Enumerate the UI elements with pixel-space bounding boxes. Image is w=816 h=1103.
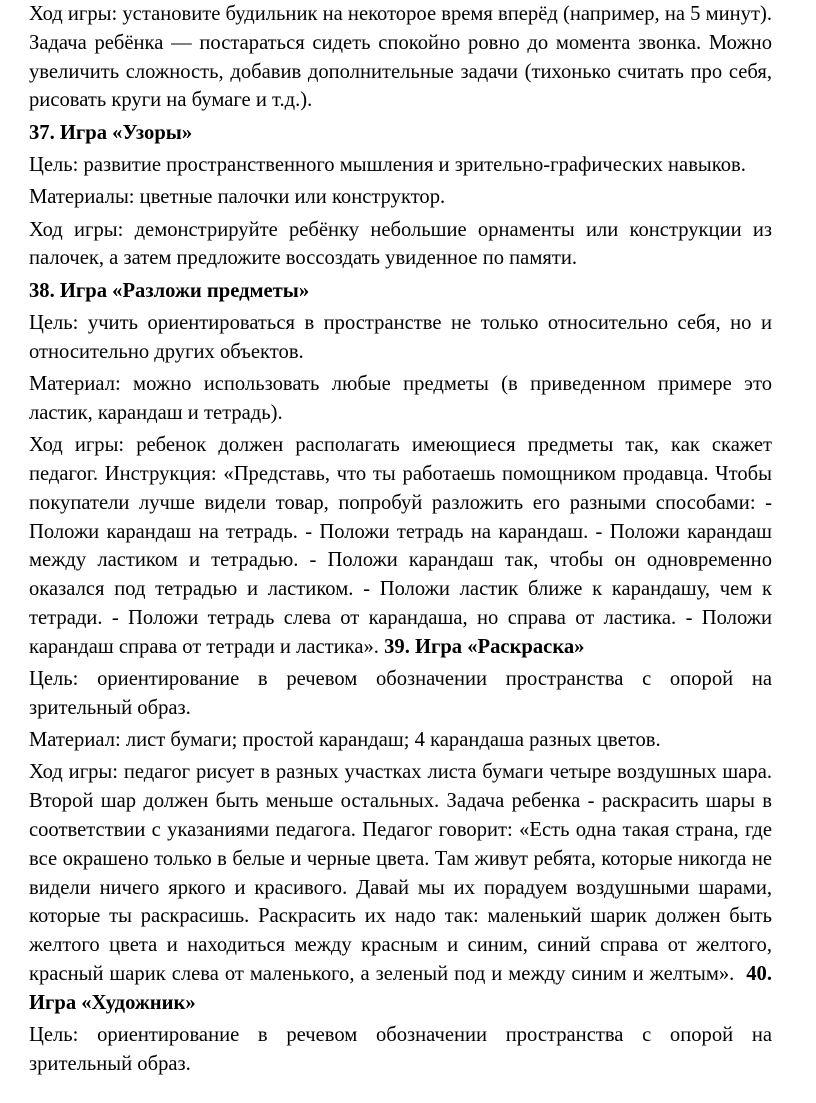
paragraph-37-goal: Цель: развитие пространственного мышления и зрительно-графических навыков.: [29, 153, 746, 176]
paragraph-39-game: [29, 758, 772, 1017]
paragraph-alarm-game: Ход игры: установите будильник на некоторое время вперёд (например, на 5 минут). Задача ребёнка — постараться сидеть спокойно ровно до момента звонка. Можно увеличить сложность, добавив дополнительные задачи (тихонько считать про себя, рисовать круги на бумаге и т.д.).: [29, 3, 772, 112]
paragraph-39-material: Материал: лист бумаги; простой карандаш; 4 карандаша разных цветов.: [29, 729, 661, 752]
heading-game-40: 40. Игра «Художник»: [29, 963, 772, 1014]
paragraph-40-goal: Цель: ориентирование в речевом обозначении пространства с опорой на зрительный образ.: [29, 1024, 772, 1075]
paragraph-38-material: Материал: можно использовать любые предметы (в приведенном примере это ластик, карандаш и тетрадь).: [29, 373, 772, 424]
paragraph-38-goal: Цель: учить ориентироваться в пространстве не только относительно себя, но и относительно других объектов.: [29, 311, 772, 363]
heading-game-38: 38. Игра «Разложи предметы»: [29, 279, 310, 302]
paragraph-39-goal: Цель: ориентирование в речевом обозначении пространства с опорой на зрительный образ.: [29, 668, 772, 719]
heading-game-39: 39. Игра «Раскраска»: [384, 635, 585, 658]
paragraph-39-game-text: Ход игры: педагог рисует в разных участках листа бумаги четыре воздушных шара. Второй шар должен быть меньше остальных. Задача ребенка - раскрасить шары в соответствии с указаниями педагога. Педагог говорит: «Есть одна такая страна, где все окрашено только в белые и черные цвета. Там живут ребята, которые никогда не видели ничего яркого и красивого. Давай мы их порадуем воздушными шарами, которые ты раскрасишь. Раскрасить их надо так: маленький шарик должен быть желтого цвета и находиться между красным и синим, синий справа от желтого, красный шарик слева от маленького, а зеленый под и между синим и желтым».: [29, 761, 772, 985]
paragraph-38-game: [29, 431, 772, 661]
paragraph-37-game: Ход игры: демонстрируйте ребёнку небольшие орнаменты или конструкции из палочек, а затем предложите воссоздать увиденное по памяти.: [29, 218, 772, 270]
paragraph-38-game-text: Ход игры: ребенок должен располагать имеющиеся предметы так, как скажет педагог. Инструкция: «Представь, что ты работаешь помощником продавца. Чтобы покупатели лучше видели товар, попробуй разложить его разными способами: - Положи карандаш на тетрадь. - Положи тетрадь на карандаш. - Положи карандаш между ластиком и тетрадью. - Положи карандаш так, чтобы он одновременно оказался под тетрадью и ластиком. - Положи ластик ближе к карандашу, чем к тетради. - Положи тетрадь слева от карандаша, но справа от ластика. - Положи карандаш справа от тетради и ластика».: [29, 434, 772, 658]
paragraph-37-materials: Материалы: цветные палочки или конструктор.: [29, 186, 446, 209]
heading-game-37: 37. Игра «Узоры»: [29, 121, 193, 144]
